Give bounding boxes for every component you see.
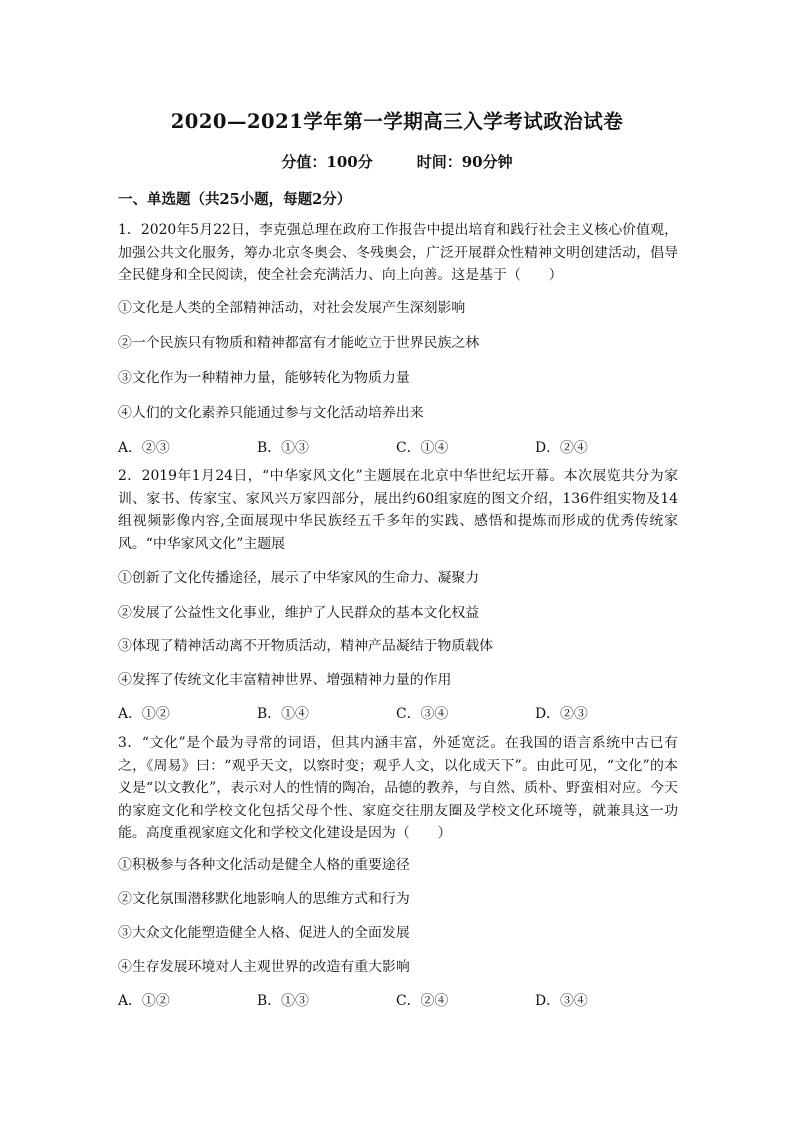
question-1-statement-4: ④人们的文化素养只能通过参与文化活动培养出来 — [118, 405, 424, 421]
option-d[interactable]: D．③④ — [535, 993, 588, 1009]
option-d[interactable]: D．②④ — [535, 440, 588, 456]
option-b[interactable]: B．①④ — [257, 706, 309, 722]
question-3-statement-2: ②文化氛围潜移默化地影响人的思维方式和行为 — [118, 891, 410, 907]
option-c[interactable]: C．①④ — [396, 440, 449, 456]
question-2-statement-2: ②发展了公益性文化事业，维护了人民群众的基本文化权益 — [118, 605, 480, 621]
question-1-statement-1: ①文化是人类的全部精神活动，对社会发展产生深刻影响 — [118, 300, 466, 316]
time-label: 时间：90分钟 — [416, 153, 513, 171]
question-2-stem: 2．2019年1月24日，“中华家风文化”主题展在北京中华世纪坛开幕。本次展览共分为家训、家书、传家宝、家风兴万家四部分，展出约60组家庭的图文介绍，136件组实物及14组视频影像内容,全面展现中华民族经五千多年的实践、感悟和提炼而形成的优秀传统家风。“中华家风文化”主题展 — [118, 468, 678, 552]
option-c[interactable]: C．②④ — [396, 993, 449, 1009]
question-2-statement-3: ③体现了精神活动离不开物质活动，精神产品凝结于物质载体 — [118, 638, 494, 654]
question-2-statement-1: ①创新了文化传播途径，展示了中华家风的生命力、凝聚力 — [118, 570, 480, 586]
exam-meta — [0, 151, 794, 172]
exam-title: 2020—2021学年第一学期高三入学考试政治试卷 — [170, 110, 624, 133]
question-3-statement-1: ①积极参与各种文化活动是健全人格的重要途径 — [118, 857, 410, 873]
option-c[interactable]: C．③④ — [396, 706, 449, 722]
question-1-stem: 1．2020年5月22日，李克强总理在政府工作报告中提出培育和践行社会主义核心价值观，加强公共文化服务，筹办北京冬奥会、冬残奥会，广泛开展群众性精神文明创建活动，倡导全民健身和全民阅读，使全社会充满活力、向上向善。这是基于（ ） — [118, 222, 678, 283]
option-d[interactable]: D．②③ — [535, 706, 588, 722]
score-label: 分值：100分 — [281, 153, 373, 171]
option-b[interactable]: B．①③ — [257, 440, 309, 456]
question-1-statement-2: ②一个民族只有物质和精神都富有才能屹立于世界民族之林 — [118, 335, 480, 351]
option-a[interactable]: A．②③ — [118, 440, 170, 456]
option-a[interactable]: A．①② — [118, 706, 170, 722]
question-1-statement-3: ③文化作为一种精神力量，能够转化为物质力量 — [118, 370, 410, 386]
question-3-statement-4: ④生存发展环境对人主观世界的改造有重大影响 — [118, 959, 410, 975]
option-a[interactable]: A．①② — [118, 993, 170, 1009]
question-3-statement-3: ③大众文化能塑造健全人格、促进人的全面发展 — [118, 925, 410, 941]
question-2-statement-4: ④发挥了传统文化丰富精神世界、增强精神力量的作用 — [118, 672, 452, 688]
option-b[interactable]: B．①③ — [257, 993, 309, 1009]
question-3-stem: 3．“文化”是个最为寻常的词语，但其内涵丰富，外延宽泛。在我国的语言系统中古已有之，《周易》曰：“观乎天文，以察时变；观乎人文，以化成天下”。由此可见，“文化”的本义是“以文教化”，表示对人的性情的陶冶，品德的教养，与自然、质朴、野蛮相对应。今天的家庭文化和学校文化包括父母个性、家庭交往朋友圈及学校文化环境等，就兼具这一功能。高度重视家庭文化和学校文化建设是因为（ ） — [118, 735, 678, 841]
section-heading: 一、单选题（共25小题，每题2分） — [118, 191, 352, 208]
